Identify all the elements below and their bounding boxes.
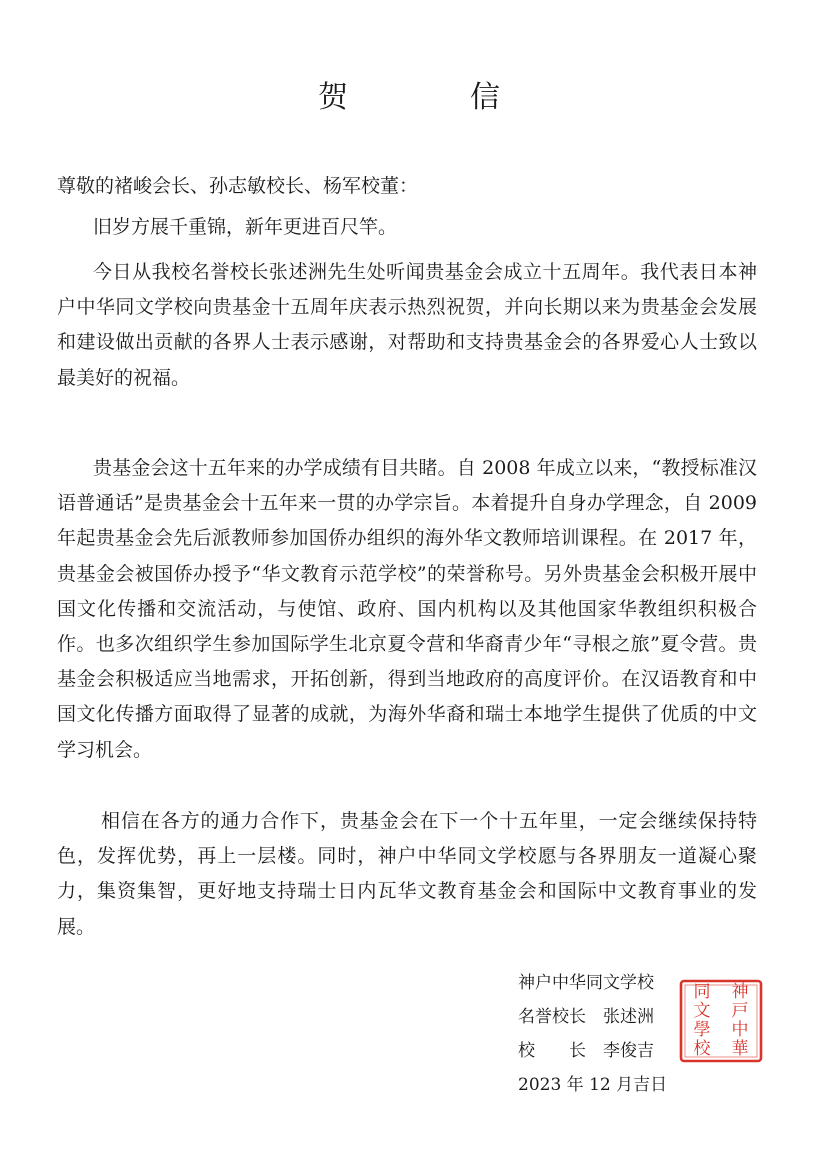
signature-honorary-principal: 名誉校长 张述洲 (518, 1007, 654, 1027)
paragraph-achievements: 贵基金会这十五年来的办学成绩有目共睹。自 2008 年成立以来，“教授标准汉语普通话”是贵基金会十五年来一贯的办学宗旨。本着提升自身办学理念，自 2009 年起贵基金会先后派教师参加国侨办组织的海外华文教师培训课程。在 2017 年，贵基金会被国侨办授予“华文教育示范学校”的荣誉称号。另外贵基金会积极开展中国文化传播和交流活动，与使馆、政府、国内机构以及其他国家华教组织积极合作。也多次组织学生参加国际学生北京夏令营和华裔青少年“寻根之旅”夏令营。贵基金会积极适应当地需求，开拓创新，得到当地政府的高度评价。在汉语教育和中国文化传播方面取得了显著的成就，为海外华裔和瑞士本地学生提供了优质的中文学习机会。 (57, 457, 757, 761)
seal-character: 校 (693, 1039, 711, 1059)
letter-title: 贺 信 (318, 80, 546, 115)
signature-block (518, 966, 698, 1102)
signature-date: 2023 年 12 月吉日 (518, 1075, 668, 1095)
signature-school: 神户中华同文学校 (518, 973, 654, 993)
seal-character: 文 (693, 1001, 711, 1021)
seal-character: 同 (693, 982, 711, 1002)
seal-characters (694, 982, 749, 1059)
seal-character: 神 (731, 982, 749, 1002)
seal-character: 戸 (731, 1001, 749, 1021)
seal-character: 華 (731, 1039, 749, 1059)
paragraph-greeting: 旧岁方展千重锦，新年更进百尺竿。 (93, 216, 398, 238)
salutation: 尊敬的褚峻会长、孙志敏校长、杨军校董： (57, 175, 419, 197)
signature-principal: 校 长 李俊吉 (518, 1041, 654, 1061)
paragraph-wishes: 相信在各方的通力合作下，贵基金会在下一个十五年里，一定会继续保持特色，发挥优势，再上一层楼。同时，神户中华同文学校愿与各界朋友一道凝心聚力，集资集智，更好地支持瑞士日内瓦华文教育基金会和国际中文教育事业的发展。 (57, 810, 757, 938)
paragraph-congratulations: 今日从我校名誉校长张述洲先生处听闻贵基金会成立十五周年。我代表日本神户中华同文学校向贵基金十五周年庆表示热烈祝贺，并向长期以来为贵基金会发展和建设做出贡献的各界人士表示感谢，对帮助和支持贵基金会的各界爱心人士致以最美好的祝福。 (57, 261, 757, 389)
seal-character: 中 (731, 1020, 749, 1040)
school-seal-stamp (678, 978, 764, 1064)
seal-character: 學 (693, 1020, 711, 1040)
